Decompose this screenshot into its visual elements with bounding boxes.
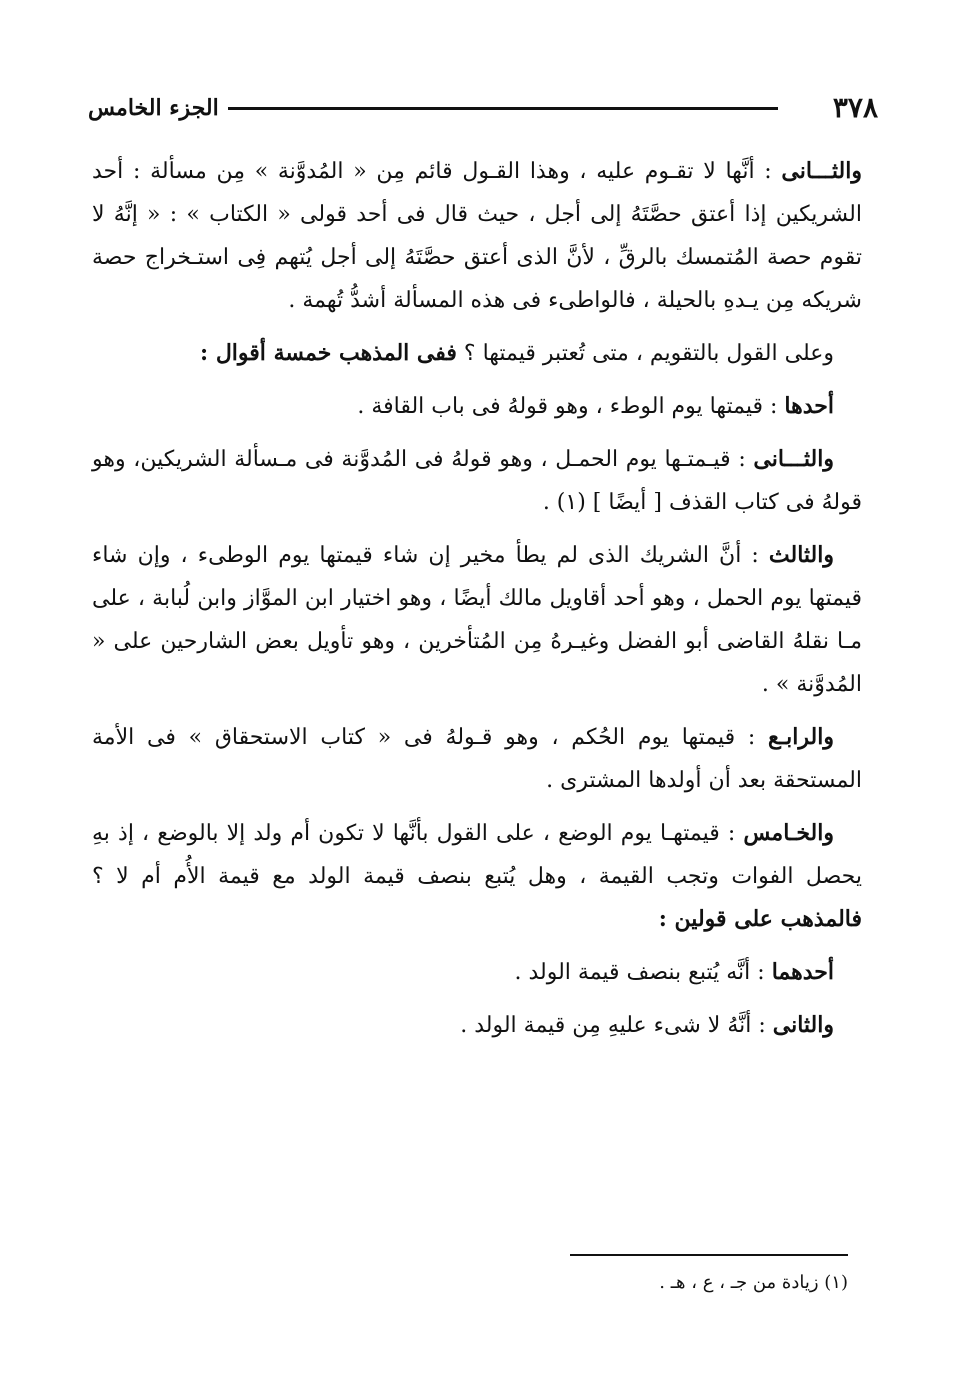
running-title: الجزء الخامس [88, 95, 219, 121]
paragraph-second-view [92, 150, 862, 322]
paragraph-lead: والرابـع [768, 724, 834, 750]
paragraph-text: : قيمتها يوم الحُكم ، وهو قـولهُ فى « كتاب الاستحقاق » فى الأمة المستحقة بعد أن أولدها المشترى . [92, 725, 862, 793]
paragraph-sub-opinion-2 [92, 1004, 862, 1047]
paragraph-emphasis: ففى المذهب خمسة أقوال : [200, 340, 457, 366]
paragraph-text: : أنَّ الشريك الذى لم يطأ مخير إن شاء قيمتها يوم الوطىء ، وإن شاء قيمتها يوم الحمل ، وهو أحد أقاويل مالك أيضًا ، وهو اختيار ابن الموَّاز وابن لُبابة ، على مـا نقلهُ القاضى أبو الفضل وغيـرهُ مِن المُتأخرين ، وهو تأويل بعض الشارحين على « المُدوَّنة » . [92, 543, 862, 697]
paragraph-emphasis: فالمذهب على قولين : [658, 906, 862, 932]
paragraph-lead: والخـامس [743, 820, 834, 846]
paragraph-text: : قيـمتـها يوم الحمـل ، وهو قولهُ فى المُدوَّنة فى مـسألة الشريكين، وهو قولهُ فى كتاب القذف [ أيضًا ] (١) . [92, 447, 862, 515]
paragraph-opinion-4 [92, 716, 862, 802]
paragraph-lead: أحدهما [771, 959, 834, 985]
footnote-rule [570, 1254, 848, 1256]
paragraph-valuation-question [92, 332, 862, 375]
paragraph-lead: والثانى [772, 1012, 834, 1038]
paragraph-text: : قيمتهـا يوم الوضع ، على القول بأنَّها لا تكون أم ولد إلا بالوضع ، إذ بهِ يحصل الفوات وتجب القيمة ، وهل يُتبع بنصف قيمة الولد مع قيمة الأُم أم لا ؟ [92, 821, 862, 889]
paragraph-text: وعلى القول بالتقويم ، متى تُعتبر قيمتها ؟ [456, 341, 834, 366]
paragraph-lead: والثالث [768, 542, 834, 568]
paragraph-opinion-1 [92, 385, 862, 428]
paragraph-opinion-5 [92, 812, 862, 941]
page-body [92, 150, 862, 1057]
paragraph-text: : أنَّها لا تقـوم عليه ، وهذا القـول قائم مِن « المُدوَّنة » مِن مسألة : أحد الشريكين إذا أعتق حصَّتَهُ إلى أجل ، حيث قال فى أحد قولى « الكتاب » : « إنَّهُ لا تقوم حصة المُتمسك بالرقِّ ، لأنَّ الذى أعتق حصَّتَهُ إلى أجل يُتهم فِى استـخراج حصة شريكه مِن يـدهِ بالحيلة ، فالواطىء فى هذه المسألة أشدُّ تُهمة . [92, 159, 862, 313]
page-number: ٣٧٨ [832, 91, 878, 124]
paragraph-lead: والثـــانى [753, 446, 834, 472]
header-rule [228, 107, 778, 110]
paragraph-opinion-2 [92, 438, 862, 524]
page-header [88, 88, 878, 132]
paragraph-opinion-3 [92, 534, 862, 706]
paragraph-sub-opinion-1 [92, 951, 862, 994]
paragraph-text: : أنَّهُ لا شىء عليهِ مِن قيمة الولد . [460, 1013, 773, 1038]
paragraph-lead: أحدها [784, 393, 834, 419]
paragraph-lead: والثـــانى [781, 158, 862, 184]
paragraph-text: : قيمتها يوم الوطء ، وهو قولهُ فى باب القافة . [357, 394, 785, 419]
paragraph-text: : أنَّه يُتبع بنصف قيمة الولد . [514, 960, 772, 985]
footnote: (١) زيادة من جـ ، ع ، هـ . [659, 1272, 848, 1293]
